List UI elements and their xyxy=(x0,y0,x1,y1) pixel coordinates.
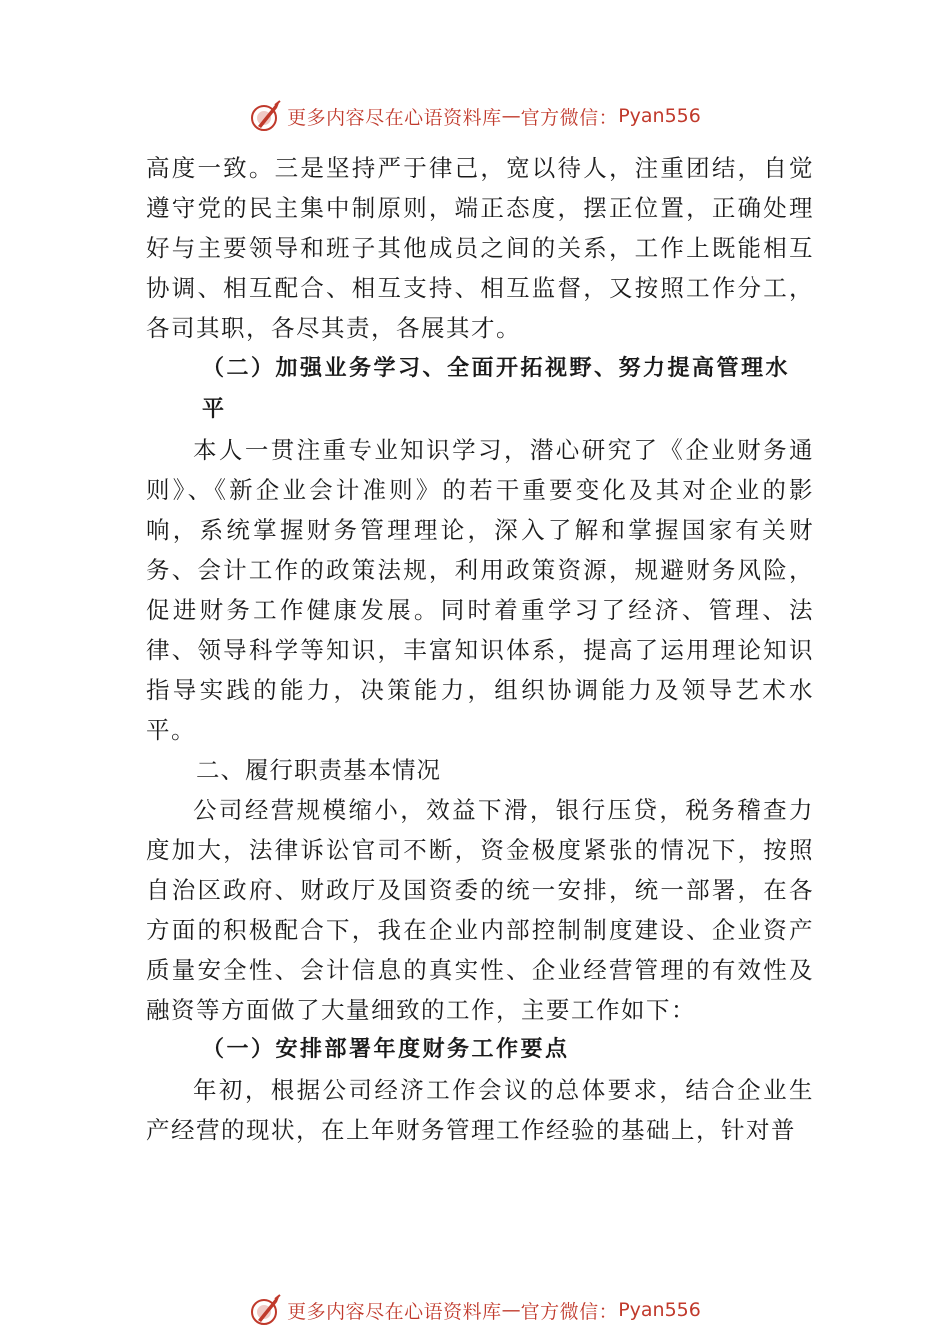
watermark-separator: — xyxy=(501,1299,521,1321)
watermark-text: 更多内容尽在心语资料库 xyxy=(287,1300,502,1323)
watermark-text: 更多内容尽在心语资料库 xyxy=(287,106,502,129)
watermark-suffix: 官方微信： xyxy=(520,106,619,129)
paragraph-continued: 高度一致。三是坚持严于律己，宽以待人，注重团结，自觉遵守党的民主集中制原则，端正态度，摆正位置，正确处理好与主要领导和班子其他成员之间的关系，工作上既能相互协调、相互配合、相互支持、相互监督，又按照工作分工， 各司其职，各尽其责，各展其才。 xyxy=(146,154,814,342)
subheading-plan: （一）安排部署年度财务工作要点 xyxy=(202,1037,570,1062)
paragraph-plan: 年初，根据公司经济工作会议的总体要求，结合企业生产经营的现状，在上年财务管理工作经验的基础上，针对普 xyxy=(146,1076,814,1144)
watermark-footer xyxy=(0,1290,950,1330)
watermark-suffix: 官方微信： xyxy=(520,1300,619,1323)
subheading-study: （二）加强业务学习、全面开拓视野、努力提高管理水平 xyxy=(202,356,791,422)
document-body xyxy=(146,148,814,1150)
watermark-wechat-id: Pyan556 xyxy=(618,1299,701,1321)
watermark-separator: — xyxy=(501,105,521,127)
quill-logo-icon xyxy=(249,99,283,133)
section-heading-duties: 二、履行职责基本情况 xyxy=(196,756,441,784)
paragraph-study: 本人一贯注重专业知识学习，潜心研究了《企业财务通则》、《新企业会计准则》的若干重要变化及其对企业的影响，系统掌握财务管理理论，深入了解和掌握国家有关财务、会计工作的政策法规，利用政策资源，规避财务风险，促进财务工作健康发展。同时着重学习了经济、管理、法律、领导科学等知识，丰富知识体系，提高了运用理论知识指导实践的能力，决策能力，组织协调能力及领导艺术水平。 xyxy=(146,436,814,744)
watermark-wechat-id: Pyan556 xyxy=(618,105,701,127)
quill-logo-icon xyxy=(249,1293,283,1327)
paragraph-duties: 公司经营规模缩小，效益下滑，银行压贷，税务稽查力度加大，法律诉讼官司不断，资金极度紧张的情况下，按照自治区政府、财政厅及国资委的统一安排，统一部署，在各方面的积极配合下，我在企业内部控制制度建设、企业资产质量安全性、会计信息的真实性、企业经营管理的有效性及融资等方面做了大量细致的工作，主要工作如下： xyxy=(146,796,814,1024)
watermark-header xyxy=(0,96,950,136)
